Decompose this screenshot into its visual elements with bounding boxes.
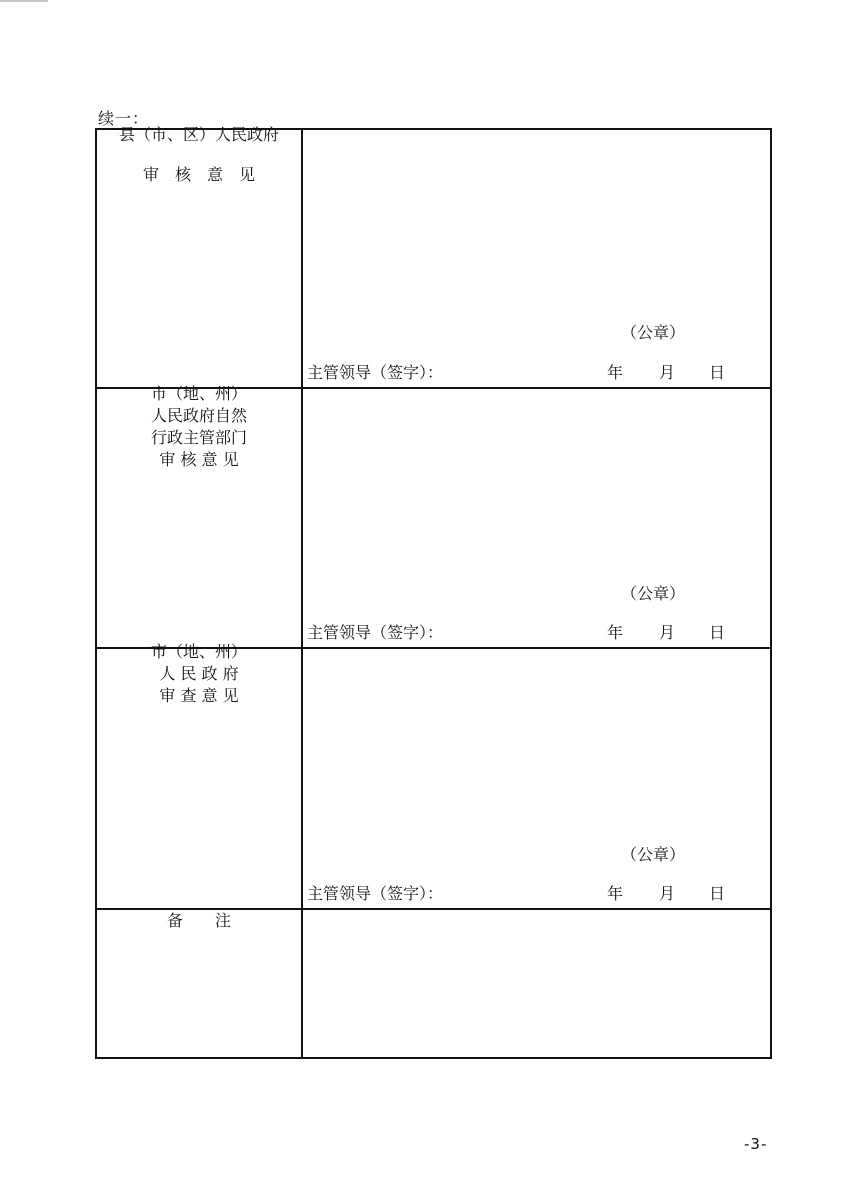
leader-signature-label: 主管领导（签字）： — [307, 623, 444, 642]
city-government-review-row — [96, 648, 771, 909]
official-seal-label: （公章） — [621, 323, 686, 342]
label-line: 审 核 意 见 — [159, 450, 239, 469]
label-line: 审 核 意 见 — [142, 165, 255, 184]
city-department-review-content-cell[interactable] — [302, 388, 771, 648]
continuation-label: 续一： — [98, 109, 150, 128]
page-number: -3- — [744, 1135, 768, 1153]
label-line: 市（地、州） — [150, 642, 247, 661]
label-line: 市（地、州） — [150, 384, 247, 403]
label-line: 人 民 政 府 — [159, 664, 239, 683]
day-label: 日 — [709, 363, 726, 382]
leader-signature-label: 主管领导（签字）： — [307, 884, 444, 903]
year-label: 年 — [607, 623, 624, 642]
city-department-review-label-cell — [96, 384, 302, 648]
label-line: 备 注 — [166, 911, 231, 930]
remarks-label — [97, 910, 301, 932]
county-review-label — [97, 124, 301, 186]
day-label: 日 — [709, 623, 726, 642]
label-line — [97, 146, 301, 164]
year-label: 年 — [607, 884, 624, 903]
month-label: 月 — [659, 623, 676, 642]
remarks-row — [96, 909, 771, 1058]
city-department-review-row — [96, 388, 771, 648]
label-line: 县（市、区）人民政府 — [118, 125, 279, 144]
official-seal-label: （公章） — [621, 584, 686, 603]
county-review-label-cell — [96, 125, 302, 388]
month-label: 月 — [659, 884, 676, 903]
city-government-review-content-cell[interactable] — [302, 648, 771, 909]
city-department-review-label — [97, 383, 301, 471]
county-review-row — [96, 129, 771, 388]
leader-signature-label: 主管领导（签字）： — [307, 363, 444, 382]
month-label: 月 — [659, 363, 676, 382]
county-review-content-cell[interactable] — [302, 129, 771, 388]
remarks-content-cell[interactable] — [302, 909, 771, 1058]
remarks-label-cell — [96, 909, 302, 1058]
label-line: 人民政府自然 — [150, 406, 247, 425]
scan-corner-mark — [0, 0, 48, 2]
year-label: 年 — [607, 363, 624, 382]
label-line: 审 查 意 见 — [159, 686, 239, 705]
day-label: 日 — [709, 884, 726, 903]
official-seal-label: （公章） — [621, 845, 686, 864]
approval-form-table — [95, 125, 772, 1059]
city-government-review-label-cell — [96, 642, 302, 909]
label-line: 行政主管部门 — [150, 428, 247, 447]
city-government-review-label — [97, 641, 301, 707]
